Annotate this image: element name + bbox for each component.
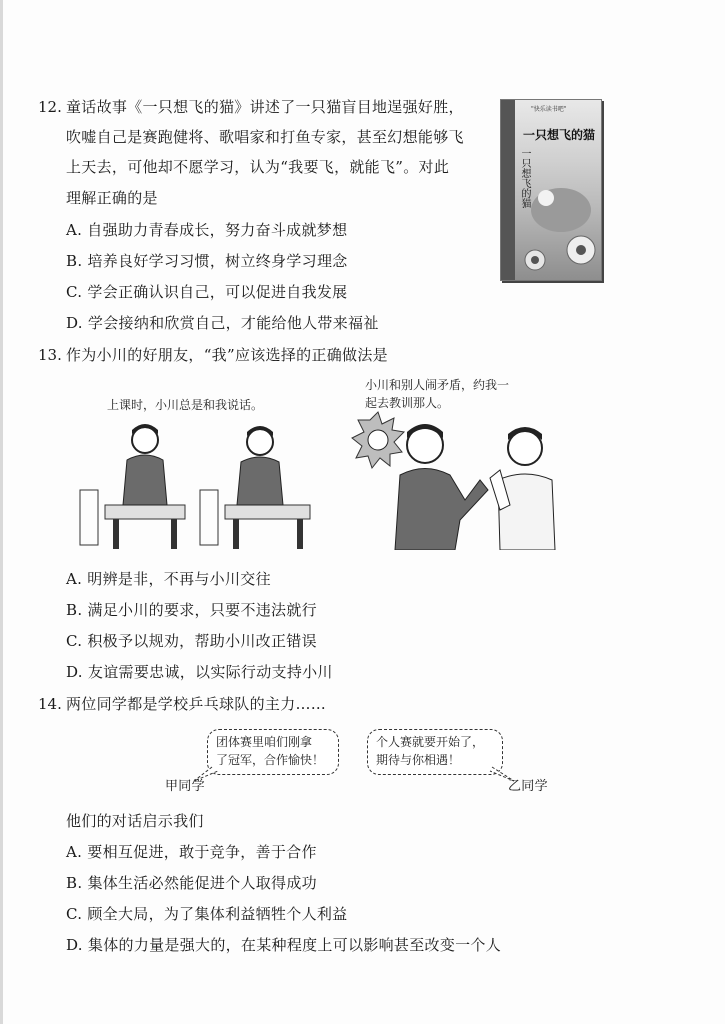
q13-stem: 作为小川的好朋友，“我”应该选择的正确做法是 bbox=[66, 346, 388, 364]
bubble-right-line-2: 期待与你相遇！ bbox=[376, 753, 461, 767]
q12-stem-line-2: 吹嘘自己是赛跑健将、歌唱家和打鱼专家，甚至幻想能够飞 bbox=[66, 128, 464, 146]
q14-option-a: A. 要相互促进，敢于竞争，善于合作 bbox=[66, 843, 317, 861]
q12-number: 12. bbox=[38, 98, 62, 116]
q12-stem-line-3: 上天去，可他却不愿学习，认为“我要飞，就能飞”。对此 bbox=[66, 158, 450, 176]
bubble-right-line-1: 个人赛就要开始了， bbox=[376, 735, 485, 749]
q12-option-b: B. 培养良好学习习惯，树立终身学习理念 bbox=[66, 252, 348, 270]
book-header: "快乐读书吧" bbox=[531, 106, 567, 113]
q12-option-a: A. 自强助力青春成长，努力奋斗成就梦想 bbox=[66, 221, 348, 239]
bubble-left-line-1: 团体赛里咱们刚拿 bbox=[216, 735, 313, 749]
q13-option-b: B. 满足小川的要求，只要不违法就行 bbox=[66, 601, 317, 619]
q14-option-b: B. 集体生活必然能促进个人取得成功 bbox=[66, 874, 317, 892]
q13-caption-right-1: 小川和别人闹矛盾，约我一 bbox=[365, 378, 510, 392]
bubble-left-line-2: 了冠军，合作愉快！ bbox=[216, 753, 325, 767]
q14-option-c: C. 顾全大局，为了集体利益牺牲个人利益 bbox=[66, 905, 348, 923]
q12-stem-line-1: 童话故事《一只想飞的猫》讲述了一只猫盲目地逞强好胜， bbox=[66, 98, 464, 116]
q12-option-d: D. 学会接纳和欣赏自己，才能给他人带来福祉 bbox=[66, 314, 379, 332]
q14-stem: 两位同学都是学校乒乓球队的主力…… bbox=[66, 695, 327, 713]
classroom-talking-illustration bbox=[75, 420, 325, 552]
q13-caption-right-2: 起去教训那人。 bbox=[365, 396, 450, 410]
speaker-right-label: 乙同学 bbox=[508, 779, 548, 794]
q13-option-d: D. 友谊需要忠诚，以实际行动支持小川 bbox=[66, 663, 333, 681]
q14-option-d: D. 集体的力量是强大的，在某种程度上可以影响甚至改变一个人 bbox=[66, 936, 502, 954]
q12-option-c: C. 学会正确认识自己，可以促进自我发展 bbox=[66, 283, 348, 301]
q13-option-c: C. 积极予以规劝，帮助小川改正错误 bbox=[66, 632, 317, 650]
q12-stem-line-4: 理解正确的是 bbox=[66, 189, 158, 207]
q13-number: 13. bbox=[38, 346, 62, 364]
book-title: 一只想飞的猫 bbox=[523, 128, 596, 142]
q13-option-a: A. 明辨是非，不再与小川交往 bbox=[66, 570, 271, 588]
q14-prompt: 他们的对话启示我们 bbox=[66, 812, 204, 830]
q13-caption-left: 上课时，小川总是和我说话。 bbox=[107, 398, 264, 412]
q14-number: 14. bbox=[38, 695, 62, 713]
book-art-icon bbox=[501, 100, 601, 280]
book-cover-image bbox=[500, 99, 602, 281]
speaker-left-label: 甲同学 bbox=[165, 779, 205, 794]
book-vertical-title: 一只想飞的猫 bbox=[519, 148, 530, 208]
page-edge bbox=[0, 0, 3, 1024]
conflict-handshake-illustration bbox=[340, 410, 570, 550]
